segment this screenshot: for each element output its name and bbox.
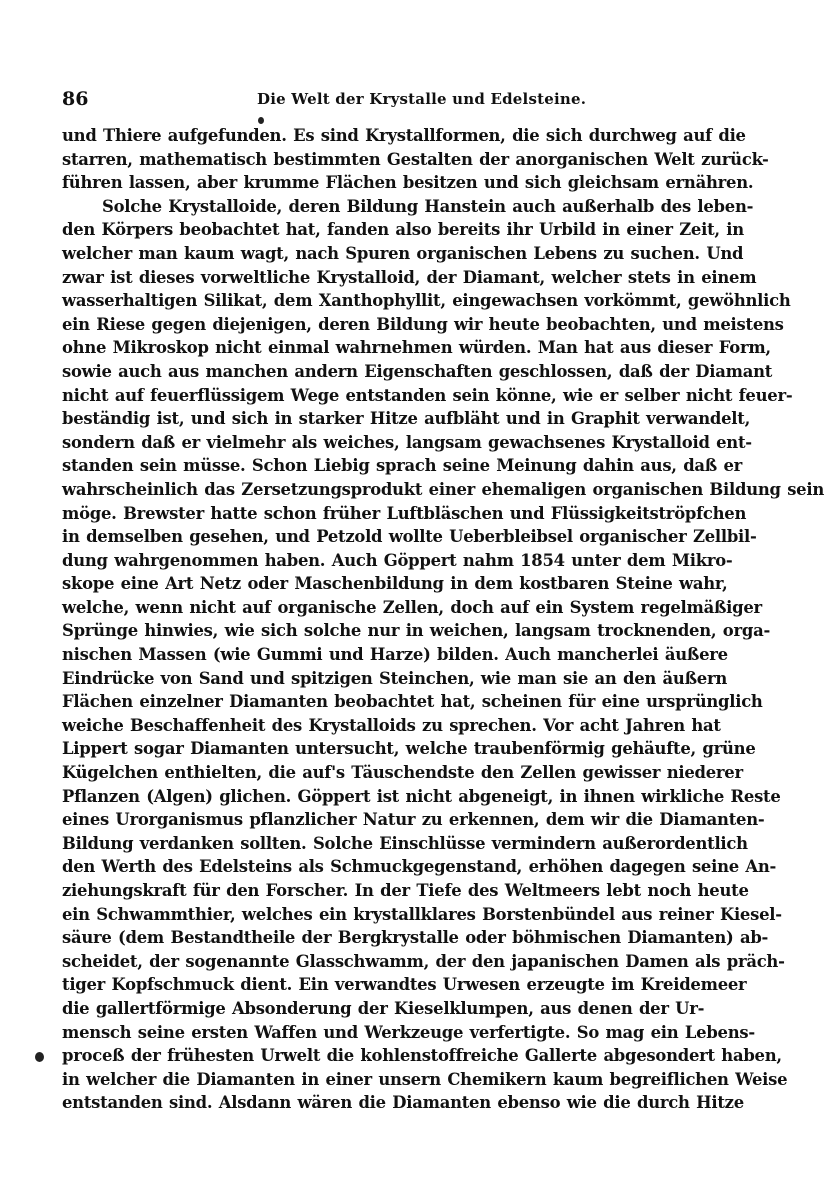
text-line: nischen Massen (wie Gummi und Harze) bilden. Auch mancherlei äußere <box>62 645 728 665</box>
text-line: und Thiere aufgefunden. Es sind Krystallformen, die sich durchweg auf die <box>62 126 746 145</box>
text-line: Kügelchen enthielten, die auf's Täuschendste den Zellen gewisser niederer <box>62 763 743 783</box>
text-line: ein Riese gegen diejenigen, deren Bildung wir heute beobachten, und meistens <box>62 314 784 334</box>
text-line: möge. Brewster hatte schon früher Luftbläschen und Flüssigkeitströpfchen <box>62 503 747 523</box>
text-line: Eindrücke von Sand und spitzigen Steinchen, wie man sie an den äußern <box>62 668 728 688</box>
text-line: Sprünge hinwies, wie sich solche nur in weichen, langsam trocknenden, orga- <box>62 621 770 641</box>
text-line: Flächen einzelner Diamanten beobachtet hat, scheinen für eine ursprünglich <box>62 692 763 712</box>
text-line: tiger Kopfschmuck dient. Ein verwandtes Urwesen erzeugte im Kreidemeer <box>62 975 747 995</box>
text-line: nicht auf feuerflüssigem Wege entstanden sein könne, wie er selber nicht feuer- <box>62 385 793 405</box>
text-line: Bildung verdanken sollten. Solche Einschlüsse vermindern außerordentlich <box>62 833 748 853</box>
text-line: entstanden sind. Alsdann wären die Diamanten ebenso wie die durch Hitze <box>62 1093 744 1113</box>
text-line: welche, wenn nicht auf organische Zellen, doch auf ein System regelmäßiger <box>62 597 762 617</box>
ink-spot <box>258 117 264 124</box>
text-line: führen lassen, aber krumme Flächen besitzen und sich gleichsam ernähren. <box>62 173 754 193</box>
text-line: starren, mathematisch bestimmten Gestalten der anorganischen Welt zurück- <box>62 149 769 169</box>
text-line: Lippert sogar Diamanten untersucht, welche traubenförmig gehäufte, grüne <box>62 739 756 759</box>
text-line: in welcher die Diamanten in einer unsern Chemikern kaum begreiflichen Weise <box>62 1069 788 1089</box>
page-number: 86 <box>62 88 89 110</box>
text-line: proceß der frühesten Urwelt die kohlenstoffreiche Gallerte abgesondert haben, <box>62 1046 782 1066</box>
text-line: den Werth des Edelsteins als Schmuckgegenstand, erhöhen dagegen seine An- <box>62 857 777 877</box>
text-line: beständig ist, und sich in starker Hitze aufbläht und in Graphit verwandelt, <box>62 409 751 429</box>
text-line: Pflanzen (Algen) glichen. Göppert ist nicht abgeneigt, in ihnen wirkliche Reste <box>62 786 781 806</box>
text-line: den Körpers beobachtet hat, fanden also bereits ihr Urbild in einer Zeit, in <box>62 220 744 240</box>
text-line: welcher man kaum wagt, nach Spuren organischen Lebens zu suchen. Und <box>62 243 744 263</box>
page-header <box>62 88 692 114</box>
text-line: weiche Beschaffenheit des Krystalloids zu sprechen. Vor acht Jahren hat <box>62 715 721 735</box>
text-line: scheidet, der sogenannte Glasschwamm, der den japanischen Damen als präch- <box>62 951 785 971</box>
text-line: in demselben gesehen, und Petzold wollte Ueberbleibsel organischer Zellbil- <box>62 527 757 547</box>
text-line: ziehungskraft für den Forscher. In der Tiefe des Weltmeers lebt noch heute <box>62 881 749 900</box>
text-line: skope eine Art Netz oder Maschenbildung in dem kostbaren Steine wahr, <box>62 574 728 594</box>
text-line: wahrscheinlich das Zersetzungsprodukt einer ehemaligen organischen Bildung sein <box>62 479 824 499</box>
text-line: wasserhaltigen Silikat, dem Xanthophyllit, eingewachsen vorkömmt, gewöhnlich <box>62 291 791 311</box>
text-line: die gallertförmige Absonderung der Kieselklumpen, aus denen der Ur- <box>62 998 705 1018</box>
text-line: eines Urorganismus pflanzlicher Natur zu erkennen, dem wir die Diamanten- <box>62 810 765 830</box>
text-line: zwar ist dieses vorweltliche Krystalloid, der Diamant, welcher stets in einem <box>62 267 757 287</box>
text-line: mensch seine ersten Waffen und Werkzeuge verfertigte. So mag ein Lebens- <box>62 1022 755 1042</box>
ink-spot <box>35 1052 44 1062</box>
text-line: standen sein müsse. Schon Liebig sprach seine Meinung dahin aus, daß er <box>62 456 743 476</box>
text-line: ein Schwammthier, welches ein krystallklares Borstenbündel aus reiner Kiesel- <box>62 904 782 924</box>
text-line: säure (dem Bestandtheile der Bergkrystalle oder böhmischen Diamanten) ab- <box>62 928 769 948</box>
text-line: ohne Mikroskop nicht einmal wahrnehmen würden. Man hat aus dieser Form, <box>62 338 771 358</box>
text-line: dung wahrgenommen haben. Auch Göppert nahm 1854 unter dem Mikro- <box>62 550 733 570</box>
text-line: sondern daß er vielmehr als weiches, langsam gewachsenes Krystalloid ent- <box>62 432 752 452</box>
running-title: Die Welt der Krystalle und Edelsteine. <box>257 90 587 108</box>
text-line: sowie auch aus manchen andern Eigenschaften geschlossen, daß der Diamant <box>62 361 773 381</box>
text-line-paragraph-start: Solche Krystalloide, deren Bildung Hanstein auch außerhalb des leben- <box>102 196 754 216</box>
body-text <box>62 124 824 1115</box>
